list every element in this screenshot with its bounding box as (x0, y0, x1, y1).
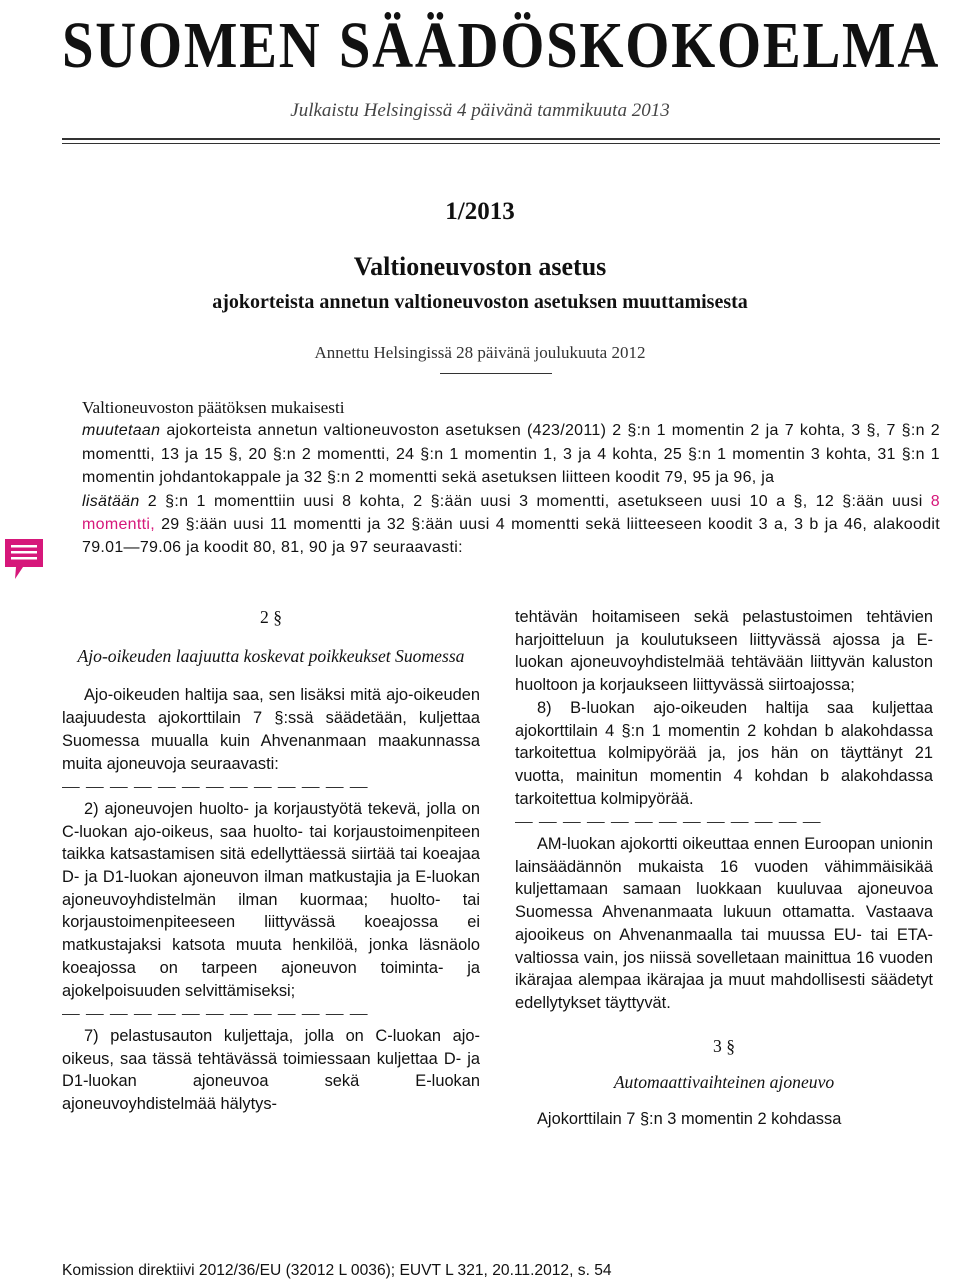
left-column (62, 606, 480, 1116)
preamble (82, 396, 940, 560)
item-7: 7) pelastusauton kuljettaja, jolla on C-luokan ajo-oikeus, saa tässä tehtävässä toimiessaan kuljettaa D- ja D1-luokan ajoneuvoa sekä E-luokan ajoneuvoyhdistelmää hälytys- (62, 1026, 480, 1114)
header-rule-thin (62, 143, 940, 144)
section-2-number: 2 § (260, 607, 282, 627)
document-subtitle: ajokorteista annetun valtioneuvoston asetuksen muuttamisesta (212, 291, 748, 313)
preamble-amendments (82, 419, 940, 489)
section-3-para: Ajokorttilain 7 §:n 3 momentin 2 kohdassa (537, 1110, 842, 1129)
header-rule (62, 138, 940, 140)
document-title: Valtioneuvoston asetus (353, 252, 607, 281)
comment-note-icon[interactable] (3, 537, 45, 581)
right-column (515, 606, 933, 1131)
section-3-number: 3 § (713, 1035, 735, 1056)
footnote: Komission direktiivi 2012/36/EU (32012 L 0036); EUVT L 321, 20.11.2012, s. 54 (62, 1262, 612, 1279)
given-date: Annettu Helsingissä 28 päivänä joulukuuta 2012 (314, 343, 646, 362)
add-keyword: lisätään (82, 492, 140, 510)
preamble-decision: Valtioneuvoston päätöksen mukaisesti (82, 398, 345, 417)
omission-dashes-2: — — — — — — — — — — — — — (62, 1003, 369, 1024)
preamble-additions (82, 490, 940, 560)
item-2: 2) ajoneuvojen huolto- ja korjaustyötä tekevä, jolla on C-luokan ajo-oikeus, saa huolto- tai korjaustoimenpiteen taikka katsastamisen sitä edellyttäessä siirtää tai koeajaa D- ja D1-luokan ajoneuvon ilman matkustajia ja E-luokan ajoneuvoyhdistelmän ilman kuormaa; huolto- tai korjaustoimenpiteeseen liittyvässä koeajossa ei matkustajaksi katsota muuta henkilöä, jonka läsnäolo koeajossa on tarpeen ajoneuvon toiminta- ja ajokelpoisuuden selvittämiseksi; (62, 799, 480, 1000)
title-divider (440, 373, 552, 374)
amend-text: ajokorteista annetun valtioneuvoston asetuksen (423/2011) 2 §:n 1 momentin 2 ja 7 kohta, 3 §, 7 §:n 2 momentti, 13 ja 15 §, 20 §:n 2 momentti, 24 §:n 1 momentin 1, 3 ja 4 kohta, 25 §:n 1 momentin 3 kohta, 31 §:n 1 momentin johdantokappale ja 32 §:n 2 momentti sekä asetuksen liitteen koodit 79, 95 ja 96, ja (82, 422, 940, 487)
am-license-para: AM-luokan ajokortti oikeuttaa ennen Euroopan unionin lainsäädännön mukaista 16 vuoden vähimmäisikää kuljettamaan samaan luokkaan kuuluvaa ajoneuvoa Suomessa Ahvenanmaata lukuun ottamatta. Vastaava ajooikeus on Ahvenanmaalla tai muussa EU- tai ETA-valtiossa vain, jos niissä sovelletaan mainittua 16 vuoden ikärajaa alempaa ikärajaa ja muut mahdollisesti säädetyt edellytykset täyttyvät. (515, 835, 933, 1012)
annotation-link[interactable]: 8 momentti, (82, 492, 940, 534)
amend-keyword: muutetaan (82, 422, 161, 440)
publication-title: SUOMEN SÄÄDÖSKOKOELMA (62, 9, 941, 82)
item-8: 8) B-luokan ajo-oikeuden haltija saa kuljettaa ajokorttilain 4 §:n 1 momentin 2 kohdan b alakohdassa tarkoitettua kolmipyörää ja, jos hän on täyttänyt 21 vuotta, mainitun momentin 4 kohdan b alakohdassa tarkoitettua kolmipyörää. (515, 698, 933, 808)
document-number: 1/2013 (445, 198, 515, 225)
section-2-para: Ajo-oikeuden haltija saa, sen lisäksi mitä ajo-oikeuden laajuudesta ajokorttilain 7 §:ssä säädetään, kuljettaa Suomessa muualla kuin Ahvenanmaan maakunnassa muita ajoneuvoja seuraavasti: (62, 686, 480, 773)
omission-dashes: — — — — — — — — — — — — — (62, 776, 369, 797)
publication-date: Julkaistu Helsingissä 4 päivänä tammikuuta 2013 (290, 100, 670, 121)
section-3-heading: Automaattivaihteinen ajoneuvo (613, 1072, 835, 1093)
add-text-b: 29 §:ään uusi 11 momentti ja 32 §:ään uusi 4 momentti sekä liitteeseen koodit 3 a, 3 b ja 46, alakoodit 79.01—79.06 ja koodit 80, 81, 90 ja 97 seuraavasti: (82, 516, 940, 557)
add-text-a: 2 §:n 1 momenttiin uusi 8 kohta, 2 §:ään uusi 3 momentti, asetukseen uusi 10 a §, 12 §:ään uusi (139, 492, 931, 510)
section-2-heading: Ajo-oikeuden laajuutta koskevat poikkeukset Suomessa (77, 645, 465, 666)
omission-dashes-3: — — — — — — — — — — — — — (515, 811, 822, 832)
item-7-continued: tehtävän hoitamiseen sekä pelastustoimen tehtävien harjoitteluun ja koulutukseen liittyvässä ajossa ja E-luokan ajoneuvoyhdistelmää tehtävään liittyvän kaluston huoltoon ja korjaukseen liittyvässä siirtoajossa; (515, 608, 933, 695)
